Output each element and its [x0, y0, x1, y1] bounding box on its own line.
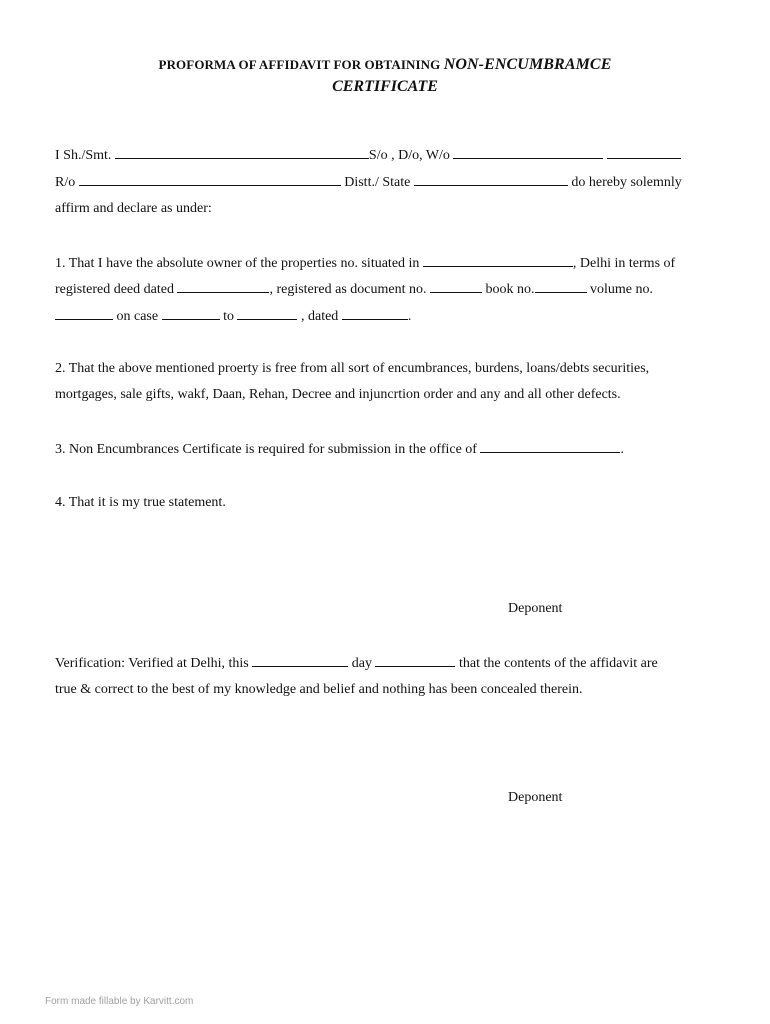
to-label: to [223, 309, 234, 324]
document-title-line2: CERTIFICATE [332, 78, 438, 95]
volume-no-blank[interactable] [55, 307, 113, 320]
para3-line [55, 440, 624, 459]
verification-month-blank[interactable] [375, 654, 455, 667]
deponent-label-2: Deponent [508, 790, 563, 805]
para1-end: . [407, 309, 412, 324]
para1-line-1 [55, 254, 675, 273]
document-no-blank[interactable] [430, 280, 482, 293]
office-blank[interactable] [480, 440, 620, 453]
distt-label: Distt./ State [344, 175, 411, 190]
relation-blank-2[interactable] [607, 146, 681, 159]
case-label: on case [116, 309, 159, 324]
intro-line-1 [55, 146, 681, 165]
property-location-blank[interactable] [423, 254, 573, 267]
intro-line-2 [55, 173, 682, 192]
title-prefix: PROFORMA OF AFFIDAVIT FOR OBTAINING [158, 57, 444, 72]
para1-line-2 [55, 280, 653, 299]
registered-label: , registered as document no. [269, 282, 427, 297]
para3-prefix: 3. Non Encumbrances Certificate is required for submission in the office of [55, 442, 477, 457]
name-blank[interactable] [115, 146, 369, 159]
case-to-blank[interactable] [237, 307, 297, 320]
para3-end: . [620, 442, 624, 457]
deed-date-blank[interactable] [177, 280, 269, 293]
footer-credit: Form made fillable by Karvitt.com [45, 996, 194, 1007]
para1-prefix: 1. That I have the absolute owner of the properties no. situated in [55, 256, 420, 271]
resident-blank[interactable] [79, 173, 341, 186]
name-label: I Sh./Smt. [55, 148, 112, 163]
book-no-blank[interactable] [535, 280, 587, 293]
volume-label: volume no. [590, 282, 654, 297]
deponent-label-1: Deponent [508, 601, 563, 616]
verification-prefix: Verification: Verified at Delhi, this [55, 656, 249, 671]
verification-line-2: true & correct to the best of my knowledge and belief and nothing has been concealed therein. [55, 682, 583, 697]
para1-suffix: , Delhi in terms of [572, 256, 676, 271]
resident-label: R/o [55, 175, 76, 190]
book-label: book no. [485, 282, 535, 297]
document-title [0, 56, 770, 74]
verification-date-blank[interactable] [252, 654, 348, 667]
title-italic: NON-ENCUMBRAMCE [443, 56, 612, 73]
para2-line-2: mortgages, sale gifts, wakf, Daan, Rehan, Decree and injuncrtion order and any and all other defects. [55, 387, 621, 402]
dated-blank[interactable] [342, 307, 408, 320]
dated-label: , dated [300, 309, 339, 324]
day-label: day [351, 656, 372, 671]
para4-line: 4. That it is my true statement. [55, 495, 226, 510]
para1-line-3 [55, 307, 411, 326]
solemnly-text: do hereby solemnly [571, 175, 682, 190]
verification-line-1 [55, 654, 658, 673]
para2-line-1: 2. That the above mentioned proerty is free from all sort of encumbrances, burdens, loans/debts securities, [55, 361, 650, 376]
case-from-blank[interactable] [162, 307, 220, 320]
verification-suffix: that the contents of the affidavit are [458, 656, 658, 671]
affirm-text: affirm and declare as under: [55, 201, 212, 216]
distt-blank[interactable] [414, 173, 568, 186]
deed-label: registered deed dated [55, 282, 174, 297]
relation-blank[interactable] [453, 146, 603, 159]
relation-label: S/o , D/o, W/o [368, 148, 450, 163]
